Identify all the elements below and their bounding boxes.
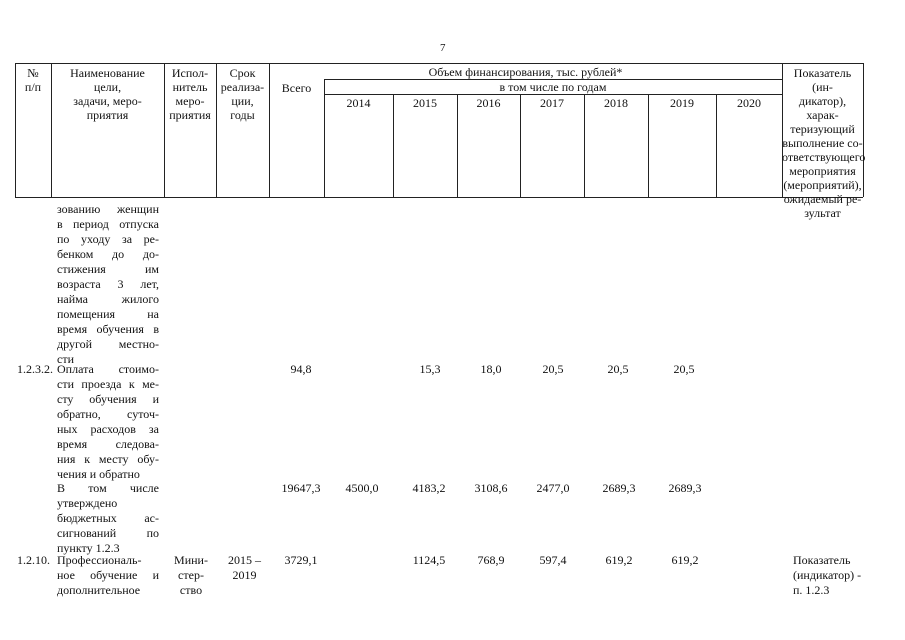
row-1-2017: 20,5 bbox=[542, 362, 564, 376]
header-num: № п/п bbox=[24, 66, 42, 94]
row-2-total: 19647,3 bbox=[281, 481, 321, 495]
header-year-2014: 2014 bbox=[346, 96, 371, 110]
header-name: Наименование цели, задачи, меро- приятия bbox=[70, 66, 145, 122]
header-finance-title: Объем финансирования, тыс. рублей* bbox=[428, 65, 623, 79]
row-2-2017: 2477,0 bbox=[536, 481, 570, 495]
header-indicator: Показатель (ин- дикатор), харак- теризующий выполнение со- ответствующего мероприятия (мероприятий), ожидаемый ре- зультат bbox=[782, 66, 866, 220]
row-3-2017: 597,4 bbox=[539, 553, 567, 567]
row-3-2019: 619,2 bbox=[671, 553, 699, 567]
row-3-total: 3729,1 bbox=[284, 553, 318, 567]
row-1-2019: 20,5 bbox=[673, 362, 695, 376]
row-2-2016: 3108,6 bbox=[474, 481, 508, 495]
header-total: Всего bbox=[281, 81, 312, 95]
row-3-indicator: Показатель (индикатор) - п. 1.2.3 bbox=[793, 553, 862, 597]
row-3-name: Профессиональ- ное обучение и дополнительное bbox=[57, 553, 159, 597]
row-2-name: В том числе утверждено бюджетных ас- сигнований по пункту 1.2.3 bbox=[57, 481, 159, 555]
row-3-term: 2015 – 2019 bbox=[228, 553, 261, 582]
row-1-2016: 18,0 bbox=[480, 362, 502, 376]
row-2-2014: 4500,0 bbox=[345, 481, 379, 495]
row-3-num: 1.2.10. bbox=[17, 553, 50, 567]
row-1-num: 1.2.3.2. bbox=[17, 362, 53, 376]
row-1-2015: 15,3 bbox=[419, 362, 441, 376]
header-year-2020: 2020 bbox=[737, 96, 761, 110]
row-2-2019: 2689,3 bbox=[668, 481, 702, 495]
table-right-border bbox=[863, 63, 864, 197]
header-executor: Испол- нитель меро- приятия bbox=[169, 66, 211, 122]
page-number: 7 bbox=[440, 42, 446, 54]
row-0-name: зованию женщин в период отпуска по уходу за ре- бенком до до- стижения им возраста 3 лет, найма жилого помещения на время обучения в другой местно- сти bbox=[57, 202, 159, 366]
header-year-2018: 2018 bbox=[604, 96, 628, 110]
row-1-name: Оплата стоимо- сти проезда к ме- сту обучения и обратно, суточ- ных расходов за время следова- ния к месту обу- чения и обратно bbox=[57, 362, 159, 481]
row-3-executor: Мини- стер- ство bbox=[174, 553, 208, 597]
header-year-2017: 2017 bbox=[540, 96, 564, 110]
row-1-total: 94,8 bbox=[290, 362, 312, 376]
table-top-border bbox=[15, 63, 863, 64]
row-3-2016: 768,9 bbox=[477, 553, 505, 567]
row-1-2018: 20,5 bbox=[607, 362, 629, 376]
header-term: Срок реализа- ции, годы bbox=[220, 66, 265, 122]
header-by-years: в том числе по годам bbox=[499, 80, 607, 94]
row-3-2018: 619,2 bbox=[605, 553, 633, 567]
header-year-2016: 2016 bbox=[476, 96, 501, 110]
header-year-2019: 2019 bbox=[670, 96, 694, 110]
header-bottom-border bbox=[15, 197, 863, 198]
row-3-2015: 1124,5 bbox=[412, 553, 446, 567]
header-year-2015: 2015 bbox=[413, 96, 437, 110]
row-2-2015: 4183,2 bbox=[412, 481, 446, 495]
row-2-2018: 2689,3 bbox=[602, 481, 636, 495]
